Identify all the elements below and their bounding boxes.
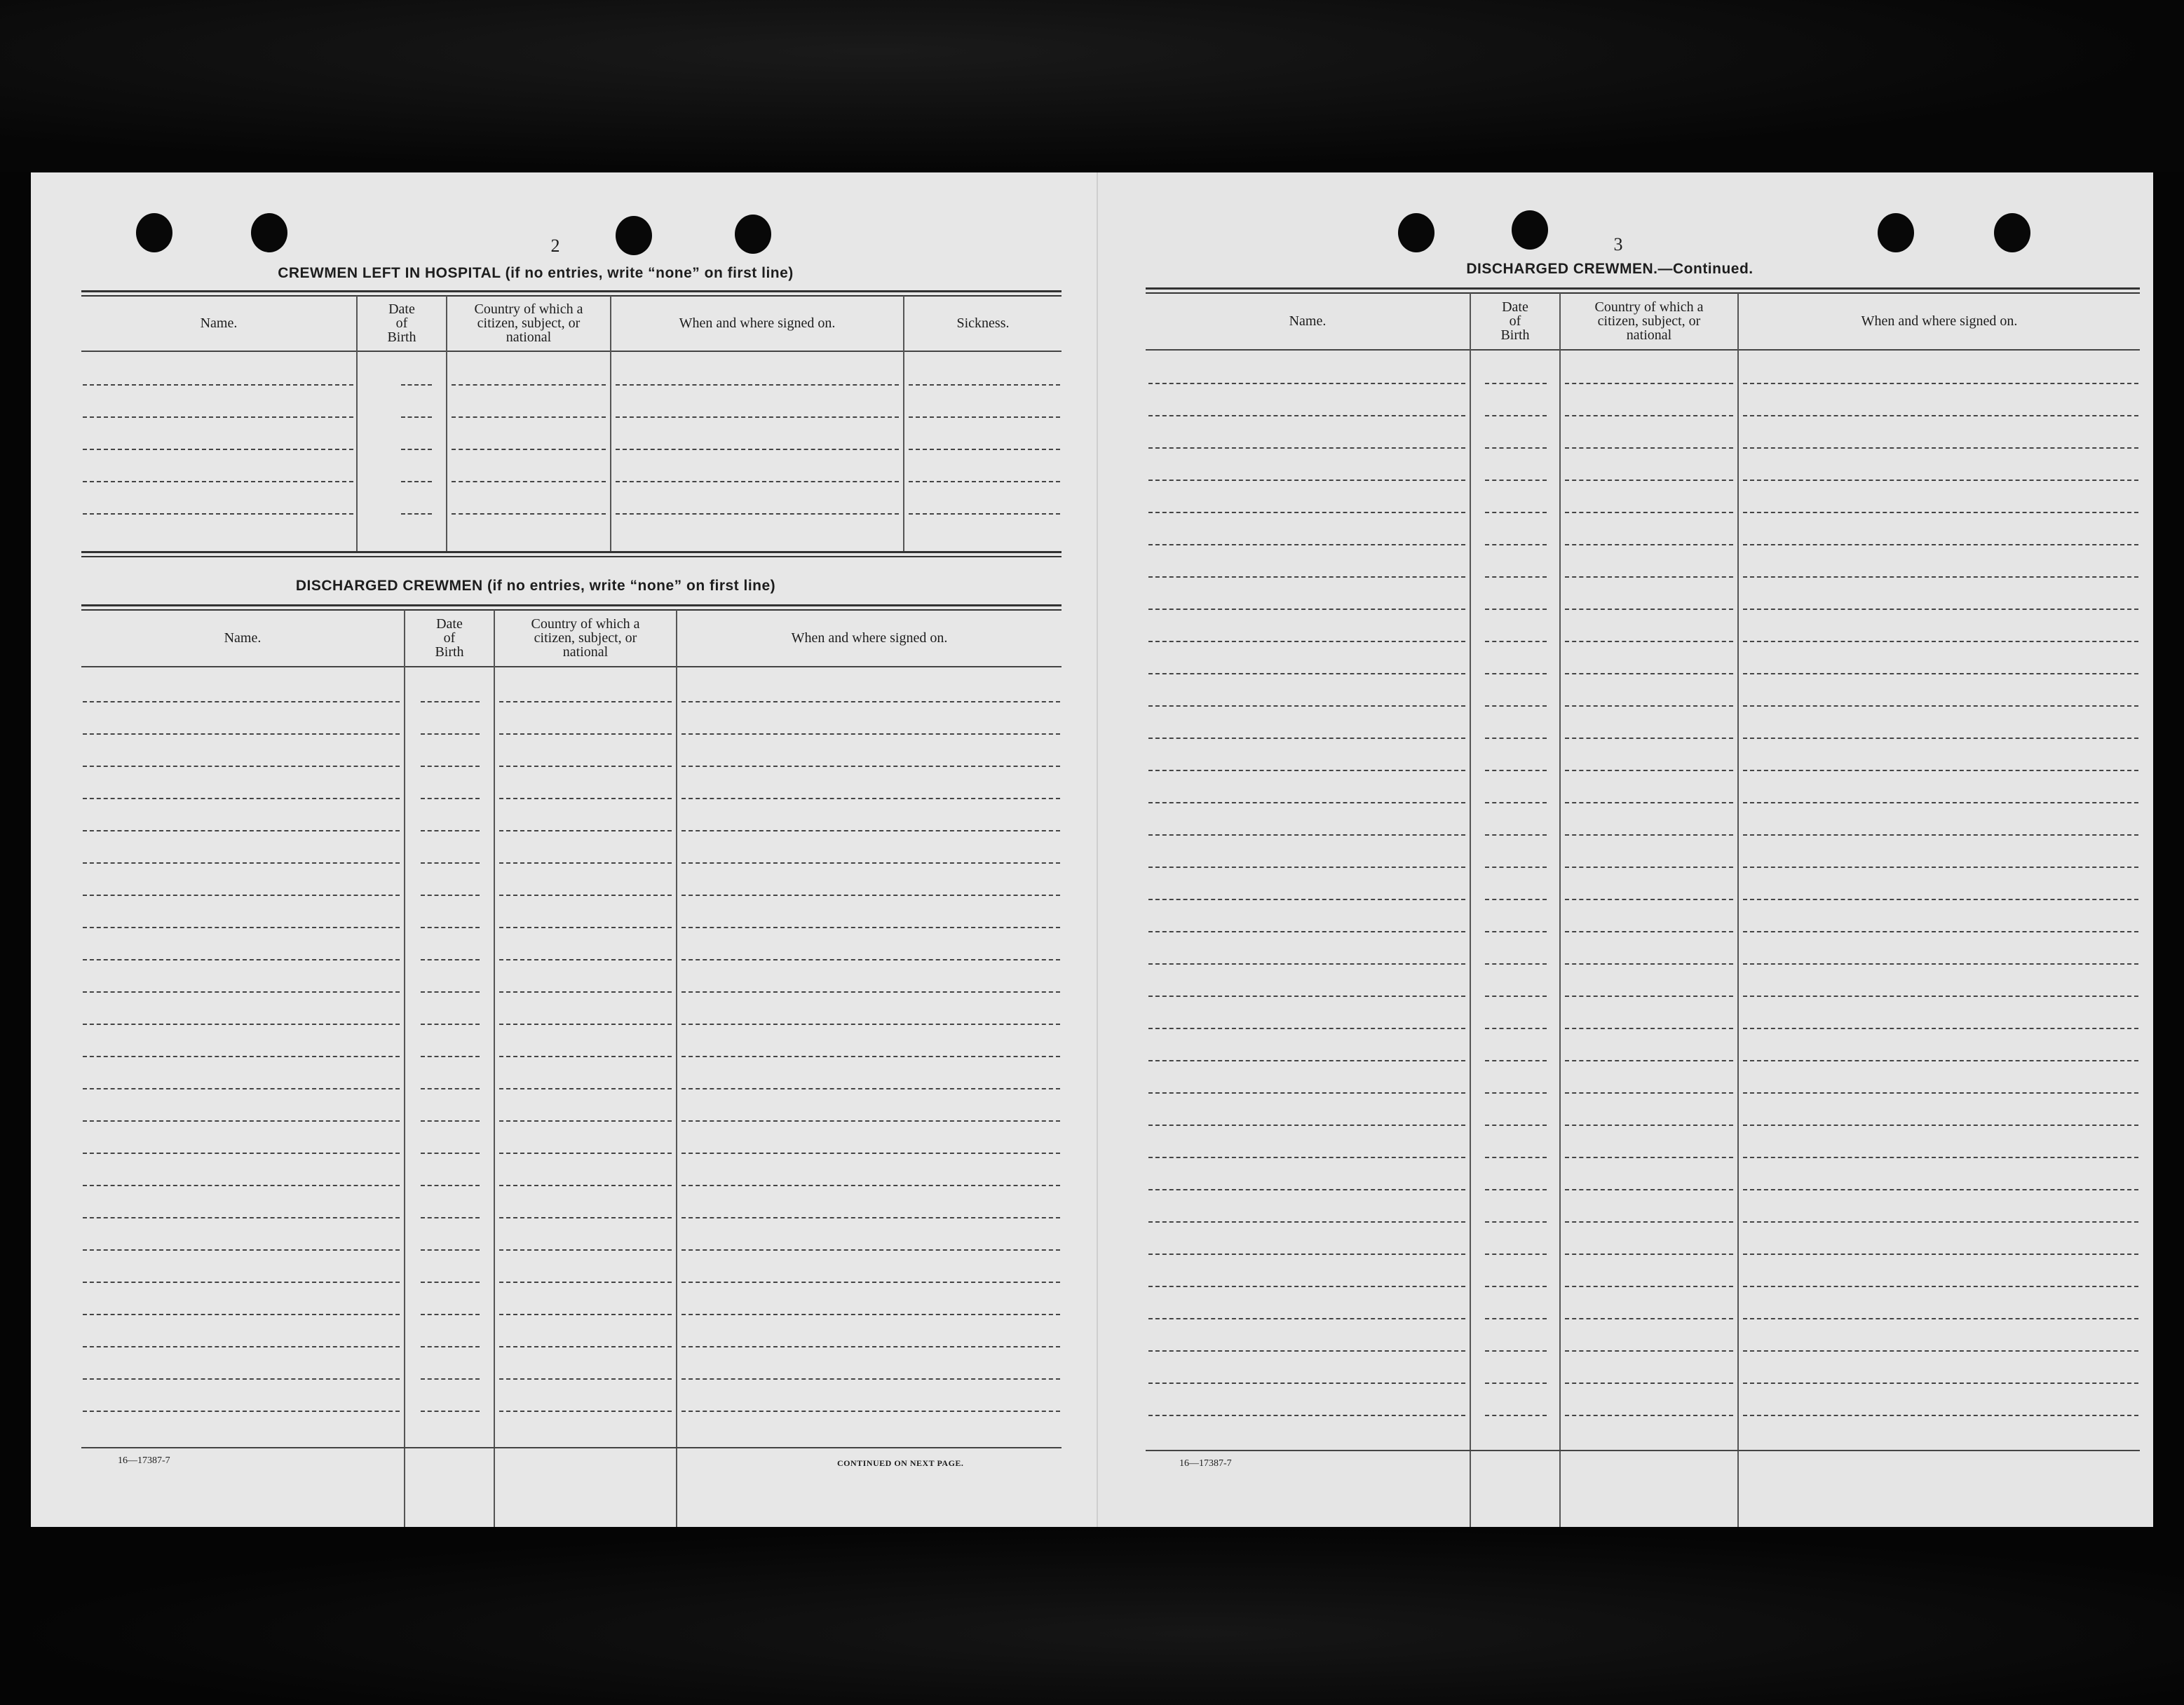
entry-line (1565, 447, 1733, 449)
entry-line (1743, 480, 2138, 481)
entry-line (1485, 480, 1547, 481)
entry-line (421, 927, 480, 928)
entry-line (1148, 802, 1465, 803)
punch-hole (1994, 213, 2030, 252)
entry-line (1743, 1189, 2138, 1190)
form-code: 16—17387-7 (1179, 1458, 1232, 1469)
right-page (1098, 172, 2153, 1527)
entry-line (1565, 609, 1733, 610)
entry-line (1743, 867, 2138, 868)
punch-hole (1512, 210, 1548, 250)
entry-line (1485, 802, 1547, 803)
entry-line (83, 733, 400, 735)
page-number: 3 (1613, 234, 1623, 254)
entry-line (499, 1024, 672, 1025)
entry-line (1148, 576, 1465, 578)
continued-col-country: Country of which a citizen, subject, or national (1594, 299, 1704, 343)
hospital-col-date-of-birth: Date of Birth (387, 301, 416, 345)
entry-line (1148, 963, 1465, 965)
entry-line (421, 733, 480, 735)
entry-line (1485, 1286, 1547, 1287)
entry-line (1148, 1254, 1465, 1255)
entry-line (83, 481, 353, 482)
entry-line (1743, 544, 2138, 545)
scan-border-top (0, 0, 2184, 172)
entry-line (421, 1153, 480, 1154)
entry-line (681, 959, 1060, 960)
entry-line (1565, 1028, 1733, 1029)
entry-line (499, 862, 672, 864)
entry-line (452, 416, 606, 418)
entry-line (499, 1088, 672, 1089)
entry-line (1485, 415, 1547, 416)
entry-line (83, 1088, 400, 1089)
discharged-header-bottom-rule (81, 666, 1062, 667)
entry-line (681, 830, 1060, 831)
entry-line (499, 991, 672, 993)
entry-line (1485, 447, 1547, 449)
entry-line (499, 895, 672, 896)
entry-line (909, 449, 1060, 450)
entry-line (1565, 1157, 1733, 1158)
continued-header-top-rule (1146, 287, 2140, 290)
entry-line (616, 384, 899, 386)
entry-line (1148, 931, 1465, 932)
entry-line (1565, 770, 1733, 771)
entry-line (1148, 1221, 1465, 1223)
entry-line (1485, 1221, 1547, 1223)
entry-line (1743, 576, 2138, 578)
entry-line (499, 1056, 672, 1057)
entry-line (681, 701, 1060, 702)
entry-line (909, 416, 1060, 418)
entry-line (83, 798, 400, 799)
entry-line (1485, 641, 1547, 642)
entry-line (1148, 1028, 1465, 1029)
entry-line (421, 895, 480, 896)
entry-line (1485, 705, 1547, 707)
entry-line (421, 862, 480, 864)
entry-line (1485, 1318, 1547, 1319)
entry-line (1565, 576, 1733, 578)
entry-line (421, 1056, 480, 1057)
entry-line (83, 1411, 400, 1412)
entry-line (83, 1153, 400, 1154)
entry-line (681, 1282, 1060, 1283)
entry-line (421, 830, 480, 831)
entry-line (1148, 705, 1465, 707)
entry-line (83, 895, 400, 896)
entry-line (1565, 1383, 1733, 1384)
entry-line (1565, 1060, 1733, 1061)
entry-line (1565, 480, 1733, 481)
entry-line (681, 1411, 1060, 1412)
entry-line (1485, 576, 1547, 578)
entry-line (1148, 480, 1465, 481)
entry-line (1565, 834, 1733, 836)
entry-line (452, 481, 606, 482)
hospital-col-signed-on: When and where signed on. (679, 315, 836, 331)
entry-line (1743, 415, 2138, 416)
entry-line (421, 1249, 480, 1251)
entry-line (1485, 899, 1547, 900)
continued-col-divider (1559, 293, 1561, 1527)
entry-line (1743, 770, 2138, 771)
entry-line (1565, 1092, 1733, 1094)
entry-line (1565, 512, 1733, 513)
entry-line (1743, 899, 2138, 900)
discharged-col-signed-on: When and where signed on. (791, 630, 948, 646)
punch-hole (251, 213, 287, 252)
entry-line (1148, 1286, 1465, 1287)
entry-line (1485, 609, 1547, 610)
entry-line (1148, 1060, 1465, 1061)
entry-line (1565, 802, 1733, 803)
entry-line (681, 991, 1060, 993)
entry-line (499, 1185, 672, 1186)
entry-line (401, 513, 432, 515)
entry-line (1485, 963, 1547, 965)
discharged-col-name: Name. (224, 630, 262, 646)
entry-line (1485, 1254, 1547, 1255)
entry-line (681, 1153, 1060, 1154)
entry-line (1485, 1060, 1547, 1061)
entry-line (1148, 1092, 1465, 1094)
entry-line (1743, 705, 2138, 707)
entry-line (681, 1056, 1060, 1057)
entry-line (1148, 1157, 1465, 1158)
entry-line (1485, 544, 1547, 545)
entry-line (1743, 931, 2138, 932)
entry-line (1148, 447, 1465, 449)
entry-line (1743, 512, 2138, 513)
entry-line (421, 1378, 480, 1380)
hospital-bottom-rule (81, 551, 1062, 553)
entry-line (1565, 1125, 1733, 1126)
entry-line (1485, 834, 1547, 836)
entry-line (1148, 770, 1465, 771)
entry-line (1565, 383, 1733, 384)
entry-line (452, 449, 606, 450)
entry-line (1485, 673, 1547, 674)
entry-line (1485, 512, 1547, 513)
entry-line (616, 481, 899, 482)
entry-line (83, 449, 353, 450)
entry-line (1743, 609, 2138, 610)
entry-line (1148, 1189, 1465, 1190)
entry-line (616, 416, 899, 418)
entry-line (1485, 1415, 1547, 1416)
entry-line (1743, 1060, 2138, 1061)
entry-line (1565, 544, 1733, 545)
entry-line (1565, 867, 1733, 868)
entry-line (909, 384, 1060, 386)
entry-line (83, 766, 400, 767)
entry-line (1743, 1286, 2138, 1287)
entry-line (1565, 1189, 1733, 1190)
discharged-col-country: Country of which a citizen, subject, or national (531, 616, 640, 660)
entry-line (1565, 1286, 1733, 1287)
entry-line (421, 701, 480, 702)
entry-line (83, 1314, 400, 1315)
entry-line (1743, 1028, 2138, 1029)
entry-line (83, 991, 400, 993)
entry-line (681, 1024, 1060, 1025)
entry-line (1485, 931, 1547, 932)
entry-line (616, 513, 899, 515)
entry-line (452, 513, 606, 515)
continued-col-divider (1737, 293, 1739, 1527)
scan-border-bottom (0, 1527, 2184, 1705)
entry-line (681, 1249, 1060, 1251)
entry-line (499, 1120, 672, 1122)
discharged-col-divider (676, 610, 677, 1527)
entry-line (83, 1249, 400, 1251)
entry-line (1565, 1318, 1733, 1319)
entry-line (1743, 834, 2138, 836)
discharged-col-divider (404, 610, 405, 1527)
entry-line (1485, 996, 1547, 997)
entry-line (1743, 996, 2138, 997)
entry-line (83, 927, 400, 928)
entry-line (1148, 383, 1465, 384)
entry-line (1565, 738, 1733, 739)
entry-line (681, 927, 1060, 928)
entry-line (401, 416, 432, 418)
entry-line (499, 733, 672, 735)
entry-line (1565, 899, 1733, 900)
entry-line (681, 1314, 1060, 1315)
entry-line (1743, 1125, 2138, 1126)
entry-line (421, 798, 480, 799)
entry-line (1743, 1318, 2138, 1319)
entry-line (1485, 383, 1547, 384)
entry-line (681, 1217, 1060, 1218)
continued-note: CONTINUED ON NEXT PAGE. (837, 1458, 964, 1468)
hospital-col-sickness: Sickness. (956, 315, 1010, 331)
entry-line (83, 830, 400, 831)
entry-line (499, 1314, 672, 1315)
entry-line (421, 1282, 480, 1283)
entry-line (681, 1346, 1060, 1347)
entry-line (83, 384, 353, 386)
entry-line (401, 384, 432, 386)
hospital-col-name: Name. (200, 315, 238, 331)
entry-line (1148, 512, 1465, 513)
entry-line (1148, 1350, 1465, 1352)
entry-line (1743, 447, 2138, 449)
entry-line (499, 798, 672, 799)
entry-line (401, 449, 432, 450)
entry-line (681, 766, 1060, 767)
entry-line (1148, 673, 1465, 674)
entry-line (1743, 802, 2138, 803)
entry-line (83, 701, 400, 702)
punch-hole (1398, 213, 1434, 252)
discharged-section-title: DISCHARGED CREWMEN (if no entries, write “none” on first line) (295, 578, 776, 594)
entry-line (83, 959, 400, 960)
entry-line (83, 1120, 400, 1122)
entry-line (1148, 1318, 1465, 1319)
entry-line (681, 862, 1060, 864)
entry-line (1485, 770, 1547, 771)
entry-line (909, 481, 1060, 482)
entry-line (1148, 867, 1465, 868)
entry-line (83, 1282, 400, 1283)
entry-line (1148, 899, 1465, 900)
entry-line (83, 1185, 400, 1186)
entry-line (499, 1153, 672, 1154)
entry-line (499, 927, 672, 928)
entry-line (421, 766, 480, 767)
hospital-header-bottom-rule (81, 351, 1062, 352)
continued-header-bottom-rule (1146, 349, 2140, 351)
entry-line (421, 1185, 480, 1186)
entry-line (1743, 1092, 2138, 1094)
entry-line (1743, 1254, 2138, 1255)
entry-line (421, 1120, 480, 1122)
punch-hole (136, 213, 172, 252)
entry-line (1485, 1125, 1547, 1126)
entry-line (83, 1346, 400, 1347)
entry-line (1565, 1254, 1733, 1255)
entry-line (909, 513, 1060, 515)
entry-line (83, 513, 353, 515)
entry-line (421, 1346, 480, 1347)
form-code: 16—17387-7 (118, 1455, 170, 1466)
entry-line (499, 830, 672, 831)
entry-line (1565, 996, 1733, 997)
entry-line (1565, 705, 1733, 707)
entry-line (1565, 415, 1733, 416)
discharged-col-divider (494, 610, 495, 1527)
entry-line (1148, 1383, 1465, 1384)
entry-line (421, 1024, 480, 1025)
entry-line (1485, 1189, 1547, 1190)
entry-line (499, 766, 672, 767)
continued-col-divider (1470, 293, 1471, 1527)
entry-line (499, 1249, 672, 1251)
entry-line (421, 959, 480, 960)
entry-line (1565, 1415, 1733, 1416)
entry-line (83, 1217, 400, 1218)
punch-hole (616, 216, 652, 255)
entry-line (83, 1056, 400, 1057)
entry-line (452, 384, 606, 386)
entry-line (1743, 1157, 2138, 1158)
entry-line (1743, 1383, 2138, 1384)
entry-line (401, 481, 432, 482)
entry-line (1485, 1383, 1547, 1384)
entry-line (1485, 1092, 1547, 1094)
entry-line (681, 895, 1060, 896)
entry-line (83, 1024, 400, 1025)
entry-line (499, 1378, 672, 1380)
entry-line (499, 701, 672, 702)
continued-col-name: Name. (1289, 313, 1327, 329)
entry-line (1148, 415, 1465, 416)
entry-line (83, 862, 400, 864)
entry-line (681, 1088, 1060, 1089)
entry-line (1743, 1350, 2138, 1352)
entry-line (1485, 738, 1547, 739)
entry-line (616, 449, 899, 450)
entry-line (1148, 544, 1465, 545)
entry-line (83, 416, 353, 418)
page-number: 2 (550, 236, 560, 256)
entry-line (1148, 834, 1465, 836)
hospital-col-country: Country of which a citizen, subject, or national (474, 301, 583, 345)
entry-line (1148, 1415, 1465, 1416)
entry-line (421, 991, 480, 993)
entry-line (421, 1217, 480, 1218)
entry-line (1565, 673, 1733, 674)
entry-line (421, 1088, 480, 1089)
entry-line (421, 1314, 480, 1315)
entry-line (681, 1185, 1060, 1186)
hospital-section-title: CREWMEN LEFT IN HOSPITAL (if no entries, write “none” on first line) (278, 265, 794, 281)
entry-line (1148, 996, 1465, 997)
entry-line (1743, 1415, 2138, 1416)
entry-line (499, 1346, 672, 1347)
hospital-header-top-rule (81, 290, 1062, 292)
entry-line (499, 1217, 672, 1218)
entry-line (1743, 1221, 2138, 1223)
entry-line (83, 1378, 400, 1380)
entry-line (681, 1120, 1060, 1122)
punch-hole (1878, 213, 1914, 252)
punch-hole (735, 215, 771, 254)
continued-bottom-rule (1146, 1450, 2140, 1451)
discharged-bottom-rule (81, 1447, 1062, 1448)
entry-line (499, 1411, 672, 1412)
entry-line (1148, 1125, 1465, 1126)
entry-line (1743, 963, 2138, 965)
entry-line (499, 959, 672, 960)
entry-line (1148, 641, 1465, 642)
entry-line (1743, 641, 2138, 642)
entry-line (1485, 1157, 1547, 1158)
entry-line (1565, 931, 1733, 932)
entry-line (1565, 1350, 1733, 1352)
entry-line (1743, 738, 2138, 739)
entry-line (1148, 738, 1465, 739)
discharged-col-date-of-birth: Date of Birth (435, 616, 464, 660)
entry-line (1743, 383, 2138, 384)
entry-line (1148, 609, 1465, 610)
continued-col-signed-on: When and where signed on. (1861, 313, 2018, 329)
entry-line (1565, 963, 1733, 965)
entry-line (681, 798, 1060, 799)
entry-line (681, 733, 1060, 735)
continued-col-date-of-birth: Date of Birth (1500, 299, 1530, 343)
entry-line (1565, 1221, 1733, 1223)
left-page (31, 172, 1098, 1527)
discharged-continued-title: DISCHARGED CREWMEN.—Continued. (1466, 261, 1754, 277)
discharged-header-top-rule (81, 604, 1062, 606)
entry-line (421, 1411, 480, 1412)
entry-line (1743, 673, 2138, 674)
entry-line (1485, 1028, 1547, 1029)
entry-line (499, 1282, 672, 1283)
entry-line (1565, 641, 1733, 642)
entry-line (1485, 1350, 1547, 1352)
entry-line (1485, 867, 1547, 868)
entry-line (681, 1378, 1060, 1380)
